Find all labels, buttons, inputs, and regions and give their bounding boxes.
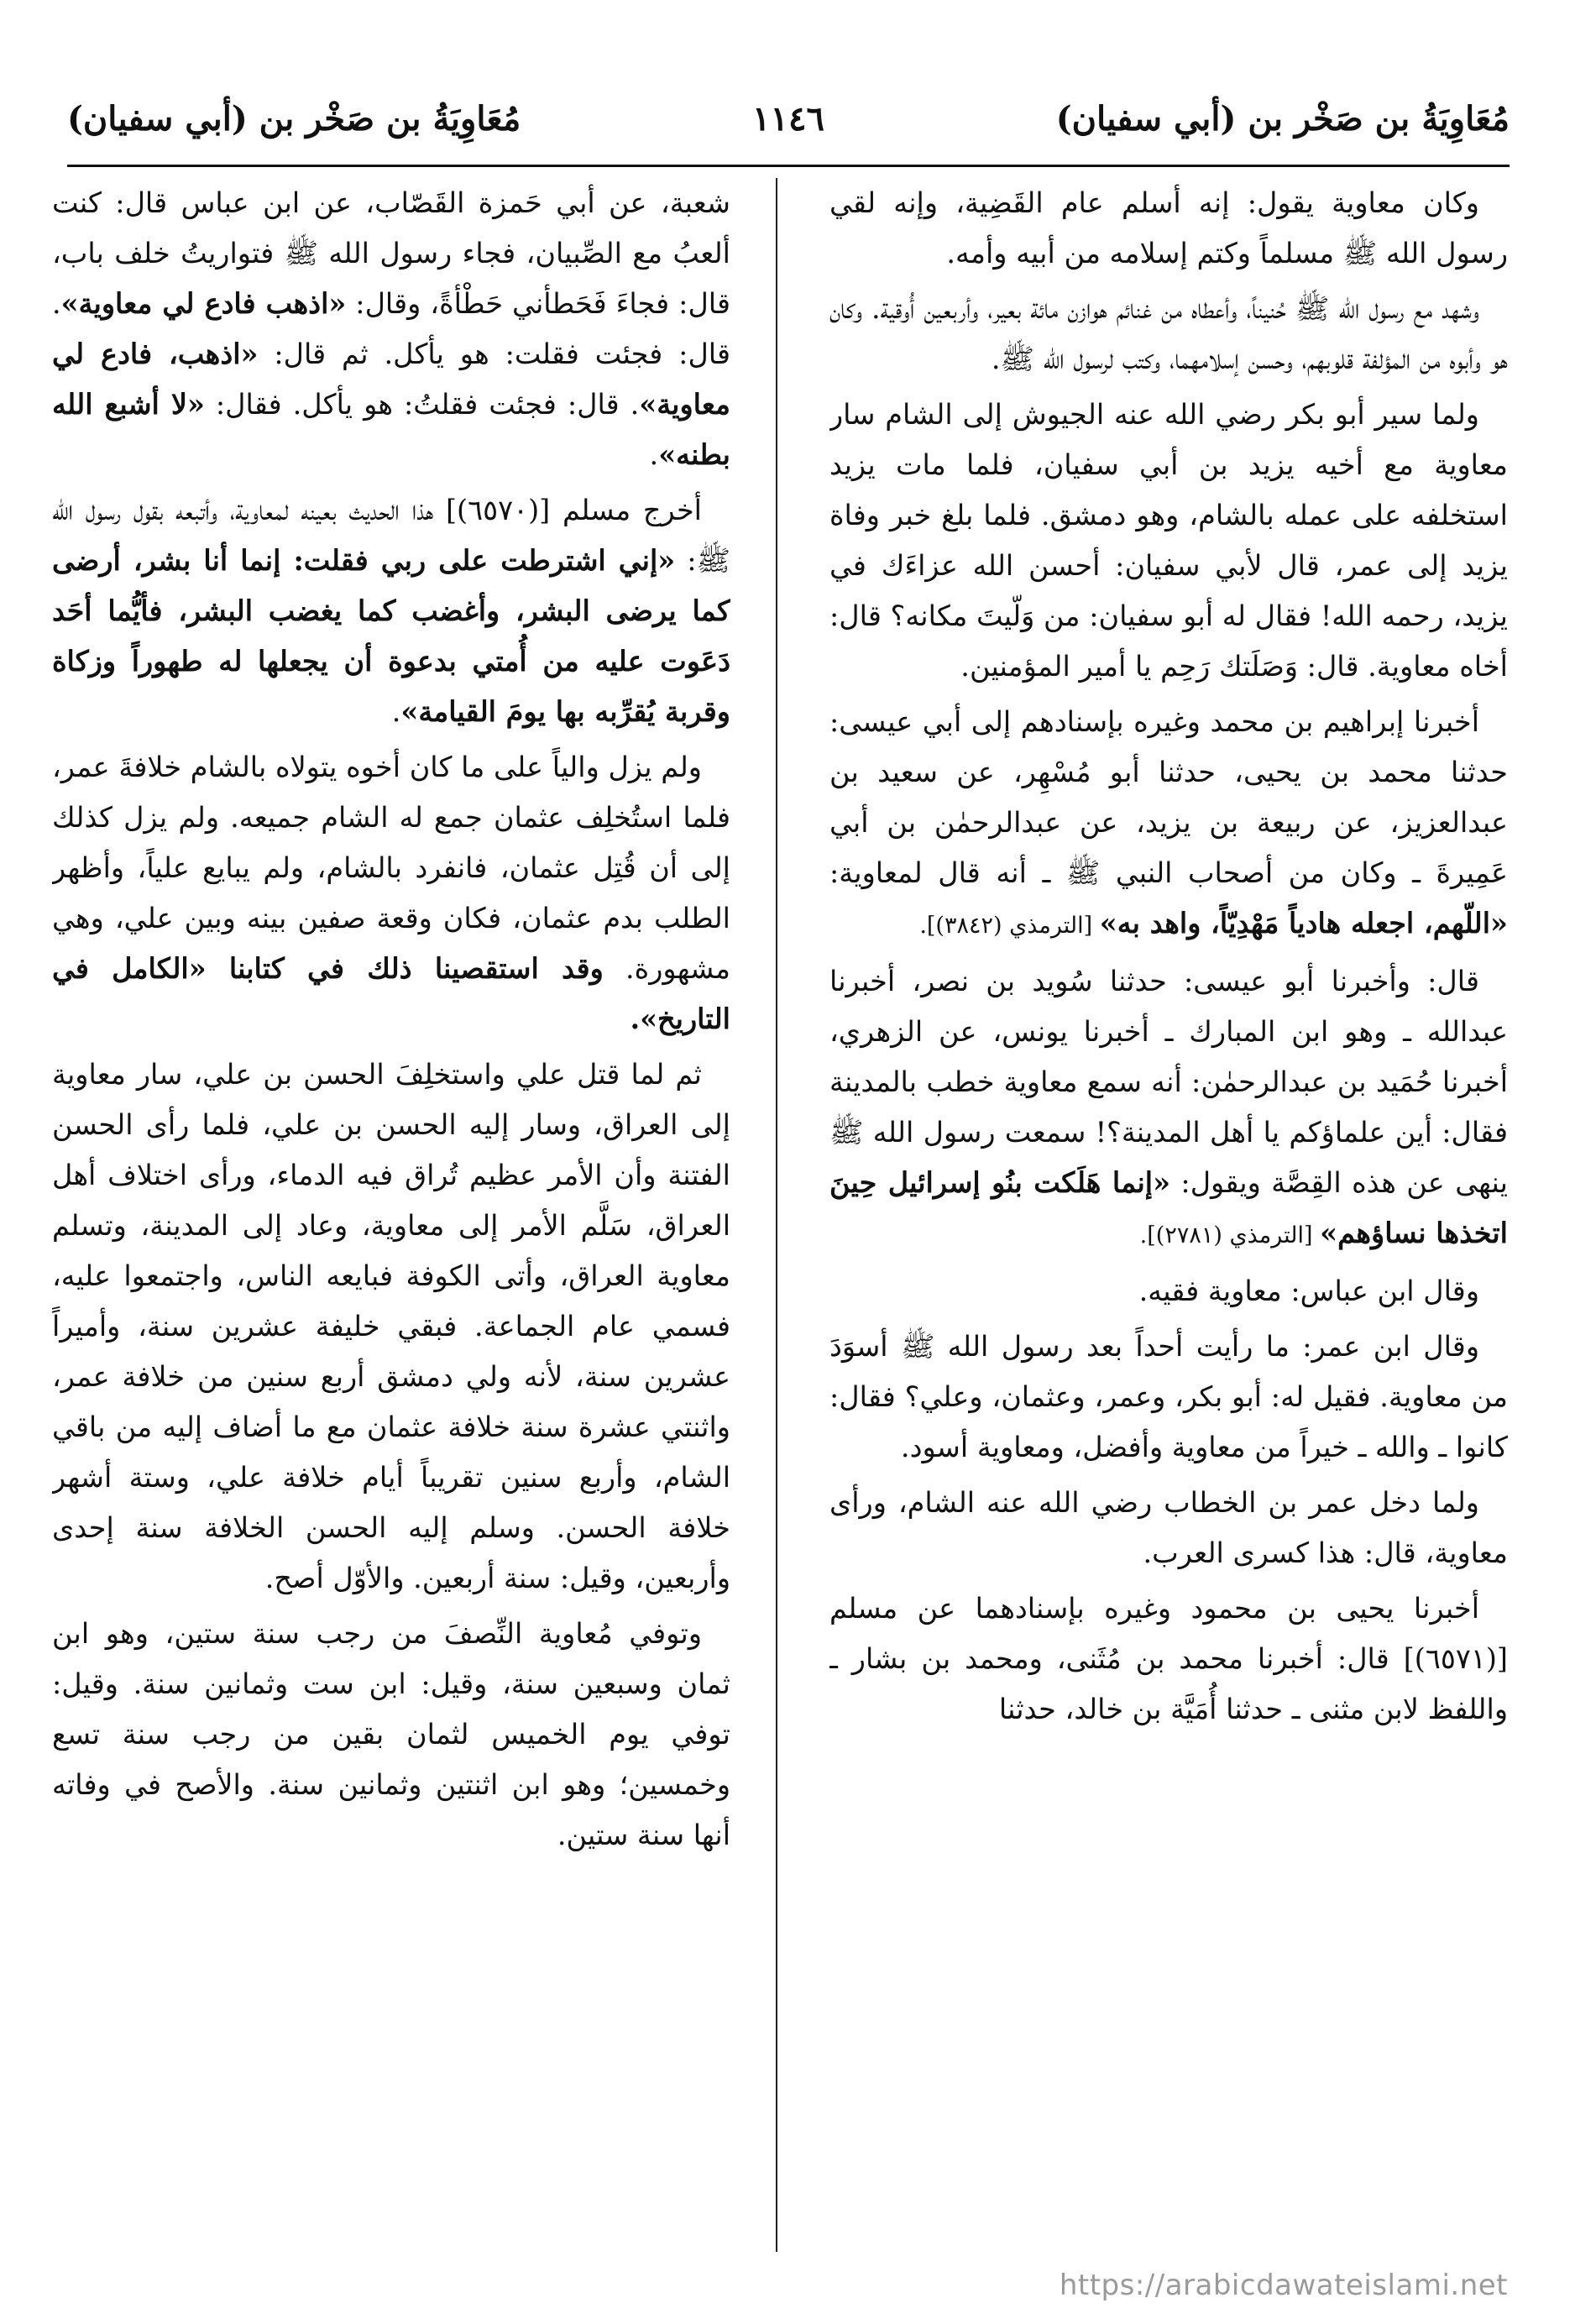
column-divider [776, 178, 777, 2252]
paragraph: وكان معاوية يقول: إنه أسلم عام القَضِية، وإنه لقي رسول الله ﷺ مسلماً وكتم إسلامه من أبيه وأمه. [829, 186, 1508, 270]
paragraph [829, 956, 1508, 1261]
running-title-left: مُعَاوِيَةُ بن صَخْر بن (أبي سفيان) [67, 99, 521, 139]
paragraph: ولما دخل عمر بن الخطاب رضي الله عنه الشام، ورأى معاوية، قال: هذا كسرى العرب. [829, 1486, 1508, 1569]
left-column [52, 178, 730, 2252]
paragraph: وشهد مع رسول الله ﷺ حُنيناً، وأعطاه من غنائم هوازن مائة بعير، وأربعين أُوقية. وكان هو وأبوه من المؤلفة قلوبهم، وحسن إسلامهما، وكتب لرسول الله ﷺ. [829, 292, 1508, 375]
text-run: . قال: فجئت فقلتُ: هو يأكل. فقال: [204, 388, 640, 421]
paragraph: وقال ابن عباس: معاوية فقيه. [1138, 1275, 1479, 1307]
text-run: . قال: فجئت فقلت: هو يأكل. ثم قال: [52, 287, 730, 370]
paragraph [52, 178, 730, 480]
citation: [الترمذي (٣٨٤٢)]. [919, 913, 1100, 939]
text-run: أخبرنا إبراهيم بن محمد وغيره بإسنادهم إلى أبي عيسى: حدثنا محمد بن يحيى، حدثنا أبو مُسْهِر، عن سعيد بن عبدالعزيز، عن ربيعة بن يزيد، عن عبدالرحمٰن بن أبي عَمِيرةَ ـ وكان من أصحاب النبي ﷺ ـ أنه قال لمعاوية: [829, 705, 1508, 889]
paragraph: وتوفي مُعاوية النِّصفَ من رجب سنة ستين، وهو ابن ثمان وسبعين سنة، وقيل: ابن ست وثمانين سنة. وقيل: توفي يوم الخميس لثمان بقين من رجب سنة تسع وخمسين؛ وهو ابن اثنتين وثمانين سنة. والأصح في وفاته أنها سنة ستين. [52, 1617, 730, 1851]
paragraph: ولما سير أبو بكر رضي الله عنه الجيوش إلى الشام سار معاوية مع أخيه يزيد بن أبي سفيان، فلما مات يزيد استخلفه على عمله بالشام، وهو دمشق. فلما بلغ خبر وفاة يزيد إلى عمر، قال لأبي سفيان: أحسن الله عزاءَك في يزيد، رحمه الله! فقال له أبو سفيان: من وَلّيتَ مكانه؟ قال: أخاه معاوية. قال: وَصَلَتك رَحِم يا أمير المؤمنين. [829, 398, 1508, 683]
paragraph [829, 697, 1508, 951]
text-run: . [649, 438, 659, 471]
right-column [829, 178, 1508, 2252]
paragraph: ثم لما قتل علي واستخلِفَ الحسن بن علي، سار معاوية إلى العراق، وسار إليه الحسن بن علي، فلما رأى الحسن الفتنة وأن الأمر عظيم تُراق فيه الدماء، ورأى اختلاف أهل العراق، سَلَّم الأمر إلى معاوية، وعاد إلى المدينة، وتسلم معاوية العراق، وأتى الكوفة فبايعه الناس، واجتمعوا عليه، فسمي عام الجماعة. فبقي خليفة عشرين سنة، وأميراً عشرين سنة، لأنه ولي دمشق أربع سنين من خلافة عمر، واثنتي عشرة سنة خلافة عثمان مع ما أضاف إليه من باقي الشام، وأربع سنين تقريباً أيام خلافة علي، وستة أشهر خلافة الحسن. وسلم إليه الحسن الخلافة سنة إحدى وأربعين، وقيل: سنة أربعين. والأوّل أصح. [52, 1058, 730, 1594]
text-run: أخرج مسلم [(٦٥٧٠)] هذا الحديث بعينه لمعاوية، وأتبعه بقول رسول الله ﷺ: [52, 494, 730, 577]
paragraph [52, 485, 730, 737]
hadith-quote: «إنما هَلَكت بنُو إسرائيل حِينَ اتخذها نساؤهم» [829, 1166, 1508, 1249]
citation: [الترمذي (٢٧٨١)]. [1139, 1222, 1321, 1248]
text-run: شعبة، عن أبي حَمزة القَصّاب، عن ابن عباس قال: كنت ألعبُ مع الصِّبيان، فجاء رسول الله ﷺ فتواريتُ خلف باب، قال: فجاءَ فَحَطأني حَطْأةً، وقال: [52, 186, 730, 320]
page-header [67, 99, 1510, 158]
watermark-url: https://arabicdawateislami.net [1059, 2269, 1508, 2302]
text-run: قال: وأخبرنا أبو عيسى: حدثنا سُويد بن نصر، أخبرنا عبدالله ـ وهو ابن المبارك ـ أخبرنا يونس، عن الزهري، أخبرنا حُمَيد بن عبدالرحمٰن: أنه سمع معاوية خطب بالمدينة فقال: أين علماؤكم يا أهل المدينة؟! سمعت رسول الله ﷺ ينهى عن هذه القِصَّة ويقول: [829, 965, 1508, 1199]
page-number: ١١٤٦ [752, 99, 824, 139]
hadith-quote: «لا أشبع الله بطنه» [52, 388, 730, 471]
running-title-right: مُعَاوِيَةُ بن صَخْر بن (أبي سفيان) [1055, 99, 1510, 139]
text-run: . [391, 695, 401, 728]
paragraph: أخبرنا يحيى بن محمود وغيره بإسنادهما عن مسلم [(٦٥٧١)] قال: أخبرنا محمد بن مُثَنى، ومحمد بن بشار ـ واللفظ لابن مثنى ـ حدثنا أُمَيَّة بن خالد، حدثنا [829, 1592, 1508, 1725]
paragraph: وقال ابن عمر: ما رأيت أحداً بعد رسول الله ﷺ أسوَدَ من معاوية. فقيل له: أبو بكر، وعمر، وعثمان، وعلي؟ فقال: كانوا ـ والله ـ خيراً من معاوية وأفضل، ومعاوية أسود. [829, 1330, 1508, 1463]
hadith-quote: «إني اشترطت على ربي فقلت: إنما أنا بشر، أرضى كما يرضى البشر، وأغضب كما يغضب البشر، فأيُّما أحَد دَعَوت عليه من أُمتي بدعوة أن يجعلها له طهوراً وزكاة وقربة يُقرِّبه بها يومَ القيامة» [52, 544, 730, 728]
paragraph [52, 742, 730, 1044]
hadith-quote: «اذهب، فادع لي معاوية» [52, 338, 730, 421]
text-run: ولم يزل والياً على ما كان أخوه يتولاه بالشام خلافةَ عمر، فلما استُخلِف عثمان جمع له الشام جميعه. ولم يزل كذلك إلى أن قُتِل عثمان، فانفرد بالشام، ولم يبايع علياً، وأظهر الطلب بدم عثمان، فكان وقعة صفين بينه وبين علي، وهي مشهورة. [52, 751, 730, 985]
hadith-quote: «اذهب فادع لي معاوية» [60, 287, 347, 320]
hadith-quote: «اللّهم، اجعله هادياً مَهْدِيّاً، واهد به» [1099, 907, 1508, 940]
header-rule [67, 165, 1510, 167]
bold-note: وقد استقصينا ذلك في كتابنا «الكامل في التاريخ». [52, 952, 730, 1035]
